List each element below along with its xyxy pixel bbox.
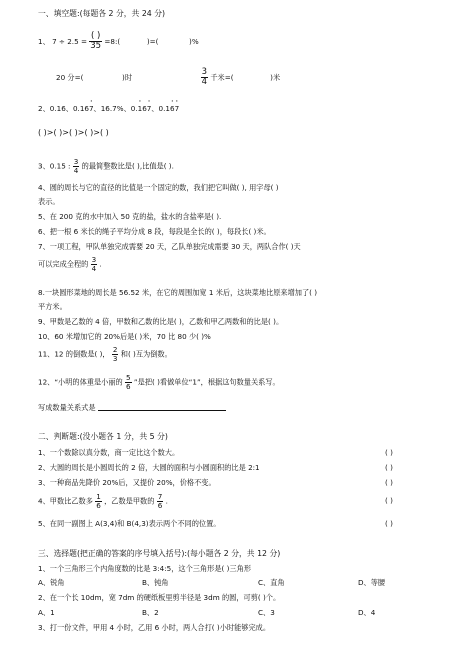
j4-frac2-num: 7 [157, 492, 163, 501]
judge-item-3: 3、一种商品先降价 20%后，又提价 20%，价格不变。 [38, 478, 216, 487]
choice-question-1: 1、一个三角形三个内角度数的比是 3:4:5，这个三角形是( )三角形 [38, 564, 252, 573]
q2-part1: 0.16、0.16 [49, 104, 89, 113]
question-1b [56, 68, 280, 88]
q1b-text4: )米 [270, 72, 281, 82]
question-9: 9、甲数是乙数的 4 倍，甲数和乙数的比是( )，乙数和甲乙两数和的比是( )。 [38, 317, 284, 326]
q1b-frac-den: 4 [201, 77, 208, 88]
q1-rest2: )=( [146, 36, 159, 46]
question-12-line2 [38, 403, 226, 411]
section3-title: 三、选择题(把正确的答案的序号填入括号):(每小题各 2 分，共 12 分) [38, 549, 281, 558]
question-7-line2 [38, 256, 102, 273]
judge-answer-1[interactable]: ( ) [385, 448, 393, 457]
judge-item-4 [38, 493, 168, 510]
q1-expr: 7 ÷ 2.5 = [52, 36, 87, 46]
choice-question-2: 2、在一个长 10dm，宽 7dm 的硬纸板里剪半径是 3dm 的圆，可剪( )个。 [38, 593, 281, 602]
q7-fraction [91, 256, 98, 273]
question-6: 6、把一根 6 米长的绳子平均分成 8 段，每段是全长的( )，每段长( )米。 [38, 227, 271, 236]
j4-period: . [165, 496, 168, 506]
j4-fraction-2 [157, 493, 164, 510]
question-2 [38, 105, 179, 112]
q2-part4: 、0.1 [151, 104, 170, 113]
q11-fraction [112, 346, 119, 363]
section2-title: 二、判断题:(没小题各 1 分，共 5 分) [38, 432, 168, 441]
q3-text2: 的最简整数比是( ),比值是( ). [81, 161, 174, 171]
choice-option-1b[interactable]: B、钝角 [142, 578, 169, 587]
q2-repeat-digit: 7 · [147, 104, 152, 113]
j4-fraction-1 [95, 493, 102, 510]
q11-text1: 11、12 的倒数是( )， [38, 349, 110, 359]
j4-text2: ，乙数是甲数的 [104, 496, 155, 506]
question-10: 10、60 米增加它的 20%后是( )米，70 比 80 少( )% [38, 332, 211, 341]
question-11 [38, 346, 172, 363]
q12-relation-label: 写成数量关系式是 [38, 402, 96, 412]
question-4-line2: 表示。 [38, 197, 60, 206]
q2-num: 2、 [38, 104, 50, 113]
q12-text2: ”是把( )看做单位“1”，根据这句数量关系写。 [133, 377, 280, 387]
q7-period: . [99, 259, 102, 269]
q1b-text3: 千米=( [210, 72, 234, 82]
q12-fraction [125, 374, 132, 391]
q1-frac-den: 35 [90, 41, 102, 52]
choice-option-2c[interactable]: C、3 [258, 608, 275, 617]
question-3 [38, 158, 174, 175]
judge-item-1: 1、一个数除以真分数，商一定比这个数大。 [38, 448, 180, 457]
q1-num: 1、 [38, 36, 50, 46]
question-12-line1 [38, 374, 280, 391]
question-7-line1: 7、一项工程，甲队单独完成需要 20 天，乙队单独完成需要 30 天，两队合作( )天 [38, 242, 301, 251]
q12-answer-line[interactable] [98, 403, 226, 411]
choice-option-1a[interactable]: A、锐角 [38, 578, 65, 587]
q1b-frac-num: 3 [201, 67, 208, 77]
q11-text2: 和( )互为倒数。 [120, 349, 172, 359]
judge-answer-4[interactable]: ( ) [385, 496, 393, 505]
question-5: 5、在 200 克的水中加入 50 克的盐，盐水的含盐率是( ). [38, 212, 222, 221]
q3-frac-num: 3 [73, 157, 79, 166]
q1b-text1: 20 分=( [56, 72, 84, 82]
q1-fraction [89, 32, 102, 52]
q1-frac-num[interactable]: ( ) [91, 31, 101, 41]
choice-option-1c[interactable]: C、直角 [258, 578, 285, 587]
j4-frac2-den: 6 [157, 500, 163, 510]
q2-repeat-digit: 7 · [175, 104, 180, 113]
choice-question-3: 3、打一份文件，甲用 4 小时，乙用 6 小时，两人合打( )小时能够完成。 [38, 623, 271, 632]
q7-frac-den: 4 [91, 263, 97, 273]
q3-text1: 3、0.15 : [38, 161, 71, 171]
j4-frac1-den: 6 [96, 500, 101, 510]
q7-frac-num: 3 [91, 255, 97, 264]
q2-repeat-digit: 1 · [138, 104, 143, 113]
q2-part3: 6 [142, 104, 147, 113]
q1b-fraction [201, 68, 208, 88]
choice-option-2a[interactable]: A、1 [38, 608, 55, 617]
judge-item-2: 2、大圆的周长是小圆周长的 2 倍，大圆的面积与小圆面积的比是 2:1 [38, 463, 260, 472]
q12-frac-den: 6 [126, 381, 131, 391]
q11-frac-den: 3 [112, 353, 118, 363]
q2-repeat-digit: 7 · [89, 104, 94, 113]
q12-frac-num: 5 [126, 373, 131, 382]
judge-answer-5[interactable]: ( ) [385, 519, 393, 528]
q3-fraction [73, 158, 80, 175]
judge-item-5: 5、在同一副图上 A(3,4)和 B(4,3)表示两个不同的位置。 [38, 519, 221, 528]
judge-answer-3[interactable]: ( ) [385, 478, 393, 487]
j4-frac1-num: 1 [96, 492, 101, 501]
section1-title: 一、填空题:(每题各 2 分，共 24 分) [38, 9, 166, 18]
j4-text1: 4、甲数比乙数多 [38, 496, 93, 506]
q12-text1: 12、“小明的体重是小丽的 [38, 377, 123, 387]
q11-frac-num: 2 [112, 345, 118, 354]
question-4-line1: 4、圆的周长与它的直径的比值是一个固定的数，我们把它叫做( ), 用字母( ) [38, 183, 279, 192]
choice-option-1d[interactable]: D、等腰 [358, 578, 386, 587]
question-8-line1: 8.一块圆形菜地的周长是 56.52 米，在它的周围加宽 1 米后，这块菜地比原来增加了( ) [38, 288, 318, 297]
question-8-line2: 平方米。 [38, 302, 67, 311]
question-1 [38, 32, 199, 52]
q1-rest3: )% [189, 36, 199, 46]
q7-text: 可以完成全程的 [38, 259, 89, 269]
q1-rest1: =8:( [104, 36, 121, 46]
q2-ordering-blanks[interactable]: ( )>( )>( )>( )>( ) [38, 128, 109, 137]
q2-repeat-digit: 6 · [170, 104, 175, 113]
q3-frac-den: 4 [73, 165, 79, 175]
q1b-text2: )时 [122, 72, 133, 82]
q2-part2: 、16.7%、0. [93, 104, 138, 113]
judge-answer-2[interactable]: ( ) [385, 463, 393, 472]
choice-option-2b[interactable]: B、2 [142, 608, 159, 617]
choice-option-2d[interactable]: D、4 [358, 608, 376, 617]
